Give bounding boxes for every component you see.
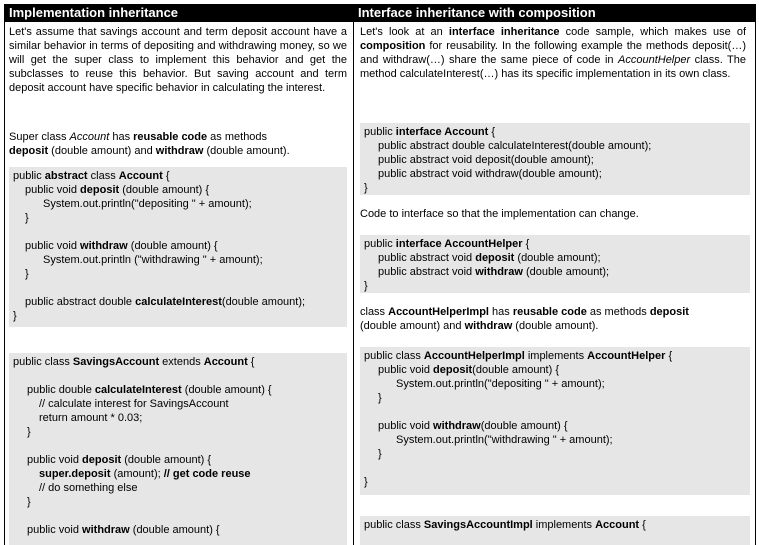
code-line: public double calculateInterest (double amount) { <box>27 384 272 396</box>
right-column-header: Interface inheritance with composition <box>354 5 755 22</box>
code-line: public void withdraw (double amount) { <box>27 524 220 536</box>
code-line: public abstract double calculateInterest(double amount); <box>25 296 306 308</box>
left-column-header: Implementation inheritance <box>5 5 353 22</box>
code-line: } <box>13 310 17 322</box>
right-intro-paragraph: Let's look at an interface inheritance code sample, which makes use of composition for reusability. In the following example the methods deposit(…) and withdraw(…) share the same piece of code in AccountHelper class. The method calculateInterest(…) has its specific implementation in its own class. <box>360 26 746 80</box>
code-line: } <box>27 496 31 508</box>
account-interface-code <box>360 123 750 195</box>
code-line: return amount * 0.03; <box>39 412 143 424</box>
super-class-note-line2: deposit (double amount) and withdraw (double amount). <box>9 145 290 157</box>
code-line: System.out.println ("withdrawing " + amount); <box>43 254 263 266</box>
account-helper-interface-code <box>360 235 750 293</box>
code-line: } <box>27 426 31 438</box>
code-line: // calculate interest for SavingsAccount <box>39 398 229 410</box>
code-line: } <box>25 212 29 224</box>
code-line: public void deposit (double amount) { <box>25 184 210 196</box>
code-line: public abstract void deposit (double amount); <box>378 252 601 264</box>
code-line: public void withdraw(double amount) { <box>378 420 568 432</box>
left-intro-paragraph: Let's assume that savings account and term deposit account have a similar behavior in terms of depositing and withdrawing money, so we will get the super class to implement this behavior and get the subclasses to reuse this behavior. But saving account and term deposit account have specific behavior in calculating the interest. <box>9 26 347 94</box>
code-line: } <box>364 280 368 292</box>
code-line: } <box>364 476 368 488</box>
document-page <box>4 4 756 545</box>
code-line: } <box>25 268 29 280</box>
code-line: } <box>364 182 368 194</box>
code-line: public abstract void withdraw (double amount); <box>378 266 610 278</box>
code-line: public void withdraw (double amount) { <box>25 240 218 252</box>
code-line: // do something else <box>39 482 138 494</box>
code-line: } <box>378 392 382 404</box>
account-helper-impl-code <box>360 347 750 495</box>
savings-account-class-code <box>9 353 347 545</box>
code-line: public abstract void deposit(double amount); <box>378 154 594 166</box>
code-line: public void deposit (double amount) { <box>27 454 212 466</box>
super-class-note-line1: Super class Account has reusable code as methods <box>9 131 268 143</box>
code-line: public class AccountHelperImpl implements AccountHelper { <box>364 350 673 362</box>
code-line: System.out.println("withdrawing " + amount); <box>396 434 613 446</box>
code-line: public void deposit(double amount) { <box>378 364 560 376</box>
code-line: public abstract double calculateInterest(double amount); <box>378 140 652 152</box>
code-line: public class SavingsAccountImpl implements Account { <box>364 519 646 531</box>
code-line: public abstract class Account { <box>13 170 170 182</box>
helper-impl-note-line1: class AccountHelperImpl has reusable code as methods deposit <box>360 306 689 318</box>
code-line: public interface Account { <box>364 126 496 138</box>
interface-inheritance-column <box>354 5 755 545</box>
code-to-interface-note: Code to interface so that the implementation can change. <box>360 208 639 220</box>
implementation-inheritance-column <box>5 5 354 545</box>
code-line: System.out.println("depositing " + amount); <box>43 198 252 210</box>
code-line: super.deposit (amount); // get code reuse <box>39 468 251 480</box>
code-line: public class SavingsAccount extends Account { <box>13 356 255 368</box>
account-abstract-class-code <box>9 167 347 327</box>
savings-account-impl-code <box>360 516 750 545</box>
code-line: System.out.println("depositing " + amount); <box>396 378 605 390</box>
helper-impl-note-line2: (double amount) and withdraw (double amount). <box>360 320 599 332</box>
code-line: public interface AccountHelper { <box>364 238 530 250</box>
code-line: public abstract void withdraw(double amount); <box>378 168 602 180</box>
code-line: } <box>378 448 382 460</box>
